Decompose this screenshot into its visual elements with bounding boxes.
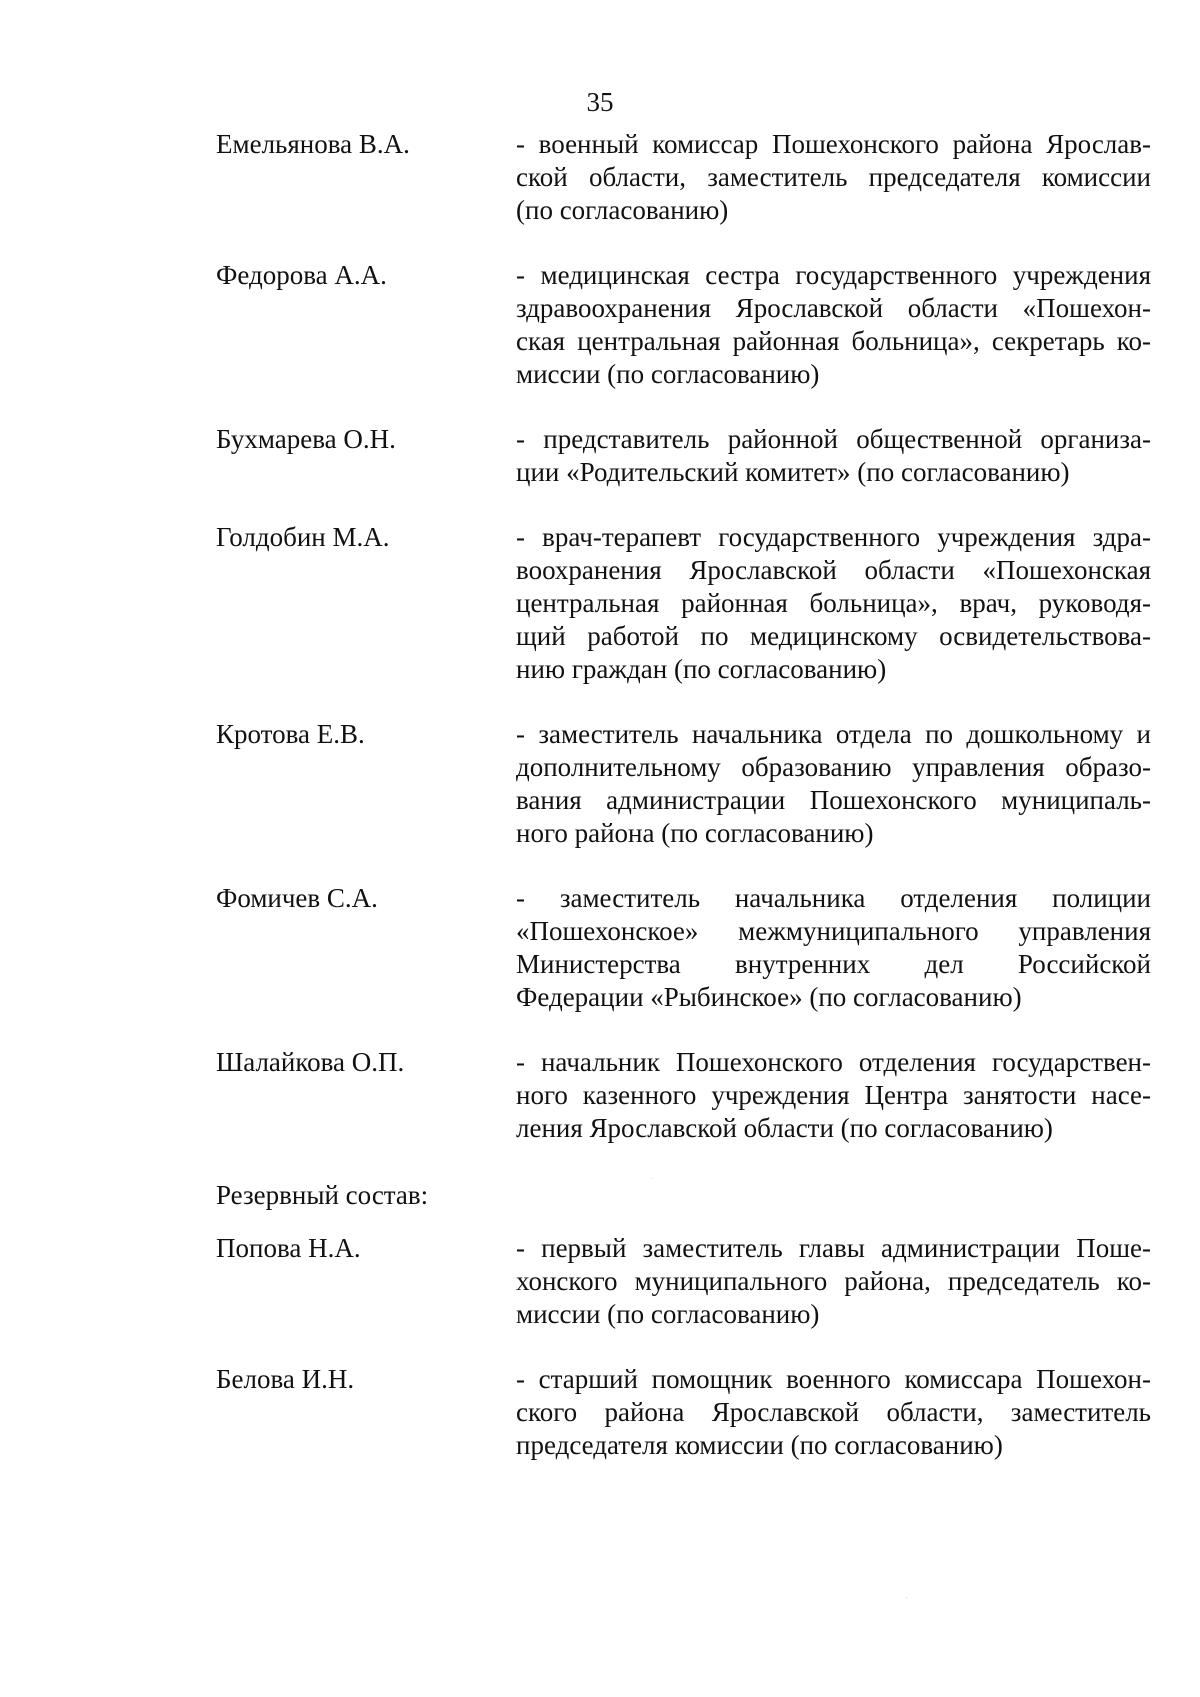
member-description bbox=[516, 423, 1151, 489]
member-description bbox=[516, 718, 1151, 850]
description-line: - заместитель начальника отделения полиции bbox=[516, 883, 1151, 913]
description-line: - первый заместитель главы администрации Поше- bbox=[516, 1233, 1151, 1263]
member-row bbox=[216, 259, 1151, 391]
page-number: 35 bbox=[586, 87, 614, 117]
description-line: - заместитель начальника отдела по дошкольному и bbox=[516, 719, 1151, 749]
description-line: Министерства внутренних дел Российской bbox=[516, 949, 1151, 979]
description-line: ления Ярославской области (по согласованию) bbox=[516, 1113, 1053, 1143]
member-row bbox=[216, 423, 1151, 489]
description-line: центральная районная больница», врач, руководя- bbox=[516, 588, 1151, 618]
description-line: щий работой по медицинскому освидетельствова- bbox=[516, 621, 1151, 651]
member-row bbox=[216, 1046, 1151, 1145]
description-line: миссии (по согласованию) bbox=[516, 359, 820, 389]
description-line: миссии (по согласованию) bbox=[516, 1299, 820, 1329]
description-line: председателя комиссии (по согласованию) bbox=[516, 1430, 1003, 1460]
description-line: хонского муниципального района, председатель ко- bbox=[516, 1266, 1151, 1296]
description-line: - медицинская сестра государственного учреждения bbox=[516, 260, 1151, 290]
member-name: Кротова Е.В. bbox=[216, 719, 365, 749]
description-line: нию граждан (по согласованию) bbox=[516, 654, 887, 684]
scan-speck bbox=[906, 1597, 907, 1598]
description-line: ного района (по согласованию) bbox=[516, 818, 874, 848]
member-row bbox=[216, 128, 1151, 227]
description-line: здравоохранения Ярославской области «Пошехон- bbox=[516, 293, 1151, 323]
member-description bbox=[516, 1363, 1151, 1462]
member-name: Емельянова В.А. bbox=[216, 129, 410, 159]
member-row bbox=[216, 882, 1151, 1014]
reserve-heading: Резервный состав: bbox=[216, 1180, 429, 1210]
member-name: Шалайкова О.П. bbox=[216, 1047, 405, 1077]
description-line: (по согласованию) bbox=[516, 195, 729, 225]
member-description bbox=[516, 1232, 1151, 1331]
description-line: ции «Родительский комитет» (по согласованию) bbox=[516, 457, 1070, 487]
reserve-member-row bbox=[216, 1232, 1151, 1331]
member-name: Голдобин М.А. bbox=[216, 522, 390, 552]
member-description bbox=[516, 259, 1151, 391]
description-line: - начальник Пошехонского отделения государствен- bbox=[516, 1047, 1151, 1077]
member-name: Белова И.Н. bbox=[216, 1364, 355, 1394]
description-line: - старший помощник военного комиссара Пошехон- bbox=[516, 1364, 1151, 1394]
member-row bbox=[216, 521, 1151, 686]
description-line: - врач-терапевт государственного учреждения здра- bbox=[516, 522, 1151, 552]
member-description bbox=[516, 882, 1151, 1014]
description-line: ного казенного учреждения Центра занятости насе- bbox=[516, 1080, 1151, 1110]
description-line: - представитель районной общественной организа- bbox=[516, 424, 1151, 454]
description-line: дополнительному образованию управления образо- bbox=[516, 752, 1151, 782]
member-description bbox=[516, 128, 1151, 227]
description-line: воохранения Ярославской области «Пошехонская bbox=[516, 555, 1151, 585]
description-line: «Пошехонское» межмуниципального управления bbox=[516, 916, 1151, 946]
member-name: Федорова А.А. bbox=[216, 260, 387, 290]
description-line: Федерации «Рыбинское» (по согласованию) bbox=[516, 982, 1022, 1012]
member-row bbox=[216, 718, 1151, 850]
member-description bbox=[516, 1046, 1151, 1145]
reserve-member-row bbox=[216, 1363, 1151, 1462]
commission-list bbox=[216, 128, 1151, 1462]
description-line: ского района Ярославской области, заместитель bbox=[516, 1397, 1151, 1427]
description-line: - военный комиссар Пошехонского района Ярослав- bbox=[516, 129, 1151, 159]
scan-speck bbox=[652, 1178, 653, 1179]
member-name: Фомичев С.А. bbox=[216, 883, 378, 913]
member-name: Попова Н.А. bbox=[216, 1233, 361, 1263]
member-name: Бухмарева О.Н. bbox=[216, 424, 396, 454]
member-description bbox=[516, 521, 1151, 686]
description-line: вания администрации Пошехонского муниципаль- bbox=[516, 785, 1151, 815]
description-line: ская центральная районная больница», секретарь ко- bbox=[516, 326, 1151, 356]
description-line: ской области, заместитель председателя комиссии bbox=[516, 162, 1151, 192]
